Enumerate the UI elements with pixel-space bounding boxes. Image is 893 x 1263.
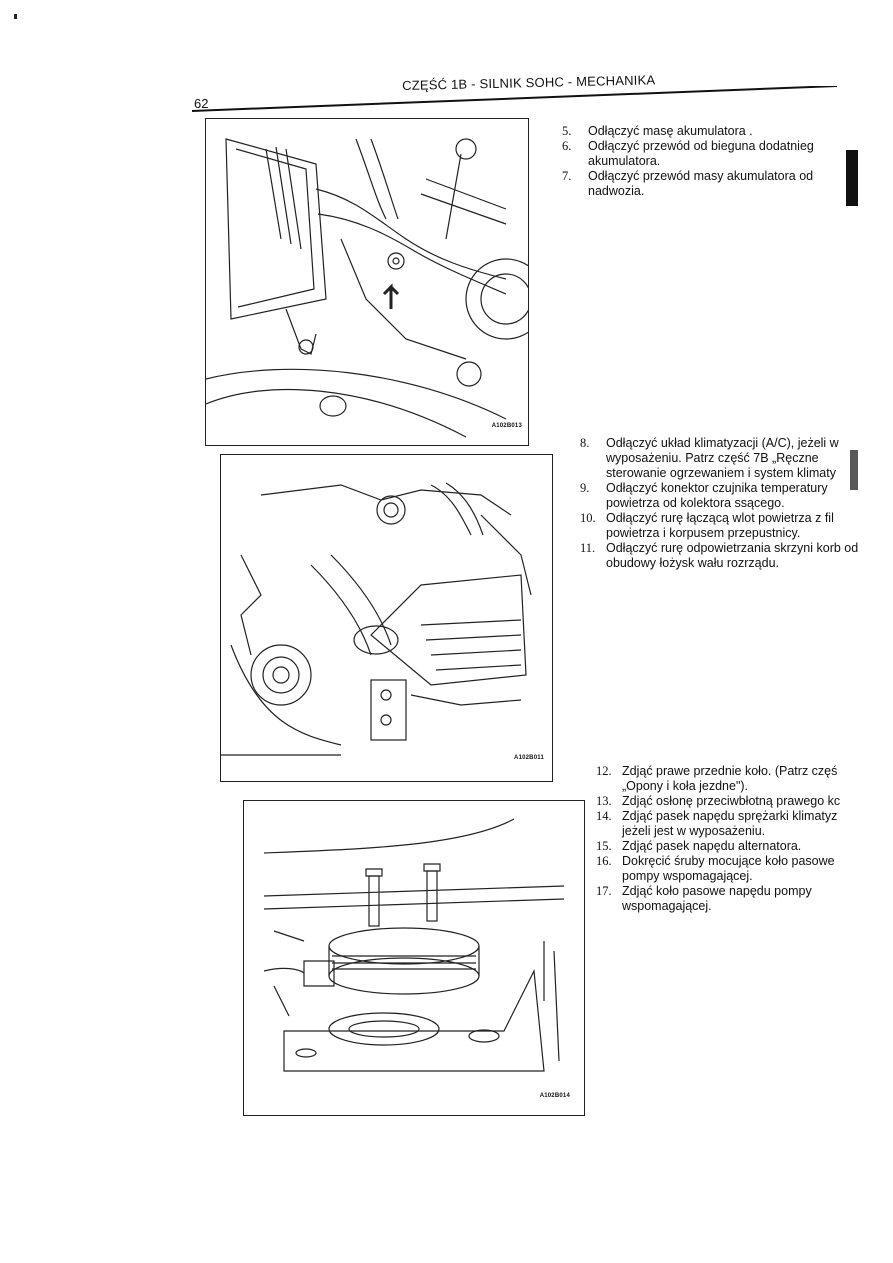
step-number: 11. [580, 541, 596, 555]
step-text: Zdjąć pasek napędu alternatora. [622, 839, 802, 853]
step-number: 14. [596, 809, 612, 823]
list-item [596, 809, 866, 839]
list-item [580, 511, 868, 541]
step-text: Zdjąć osłonę przeciwbłotną prawego kc [622, 794, 841, 808]
step-text: Odłączyć przewód od bieguna dodatnieg akumulatora. [588, 139, 814, 168]
step-text: Dokręcić śruby mocujące koło pasowe pompy wspomagającej. [622, 854, 835, 883]
step-text: Odłączyć rurę odpowietrzania skrzyni korb od obudowy łożysk wału rozrządu. [606, 541, 859, 570]
step-number: 17. [596, 884, 612, 898]
step-text: Zdjąć prawe przednie koło. (Patrz częś „Opony i koła jezdne"). [622, 764, 838, 793]
list-item [596, 764, 866, 794]
step-number: 13. [596, 794, 612, 808]
step-number: 15. [596, 839, 612, 853]
list-item [562, 169, 850, 199]
page-number: 62 [194, 96, 209, 111]
figure-battery-ground [205, 118, 529, 446]
step-text: Odłączyć masę akumulatora . [588, 124, 753, 138]
list-item [562, 139, 850, 169]
step-text: Odłączyć konektor czujnika temperatury powietrza od kolektora ssącego. [606, 481, 828, 510]
figure-pump-pulley [243, 800, 585, 1116]
figure-air-intake [220, 454, 553, 782]
step-text: Zdjąć koło pasowe napędu pompy wspomagającej. [622, 884, 812, 913]
header-rule [192, 86, 840, 116]
step-number: 6. [562, 139, 572, 153]
figure-code: A102B013 [491, 423, 522, 429]
list-item [562, 124, 850, 139]
steps-list-battery [562, 124, 850, 199]
figure-code: A102B014 [539, 1093, 570, 1099]
step-number: 7. [562, 169, 572, 183]
scan-speck [14, 14, 17, 19]
steps-list-intake [580, 436, 868, 571]
step-text: Odłączyć rurę łączącą wlot powietrza z fil powietrza i korpusem przepustnicy. [606, 511, 834, 540]
figure-battery-ground-drawing [206, 119, 528, 445]
step-number: 9. [580, 481, 590, 495]
step-number: 16. [596, 854, 612, 868]
list-item [596, 854, 866, 884]
step-number: 8. [580, 436, 590, 450]
list-item [580, 481, 868, 511]
step-text: Odłączyć układ klimatyzacji (A/C), jeżeli w wyposażeniu. Patrz część 7B „Ręczne sterowanie ogrzewaniem i system klimaty [606, 436, 839, 480]
list-item [580, 436, 868, 481]
list-item [596, 884, 866, 914]
scan-edge-shadow [850, 450, 858, 490]
scan-edge-shadow [846, 150, 858, 206]
step-text: Odłączyć przewód masy akumulatora od nadwozia. [588, 169, 814, 198]
step-number: 5. [562, 124, 572, 138]
step-number: 12. [596, 764, 612, 778]
figure-code: A102B011 [514, 755, 544, 761]
steps-list-pulley [596, 764, 866, 914]
step-text: Zdjąć pasek napędu sprężarki klimatyz jeżeli jest w wyposażeniu. [622, 809, 838, 838]
list-item [596, 794, 866, 809]
list-item [580, 541, 868, 571]
list-item [596, 839, 866, 854]
figure-air-intake-drawing [221, 455, 552, 781]
step-number: 10. [580, 511, 596, 525]
page-header-title: CZĘŚĆ 1B - SILNIK SOHC - MECHANIKA [402, 72, 656, 93]
figure-pump-pulley-drawing [244, 801, 584, 1115]
